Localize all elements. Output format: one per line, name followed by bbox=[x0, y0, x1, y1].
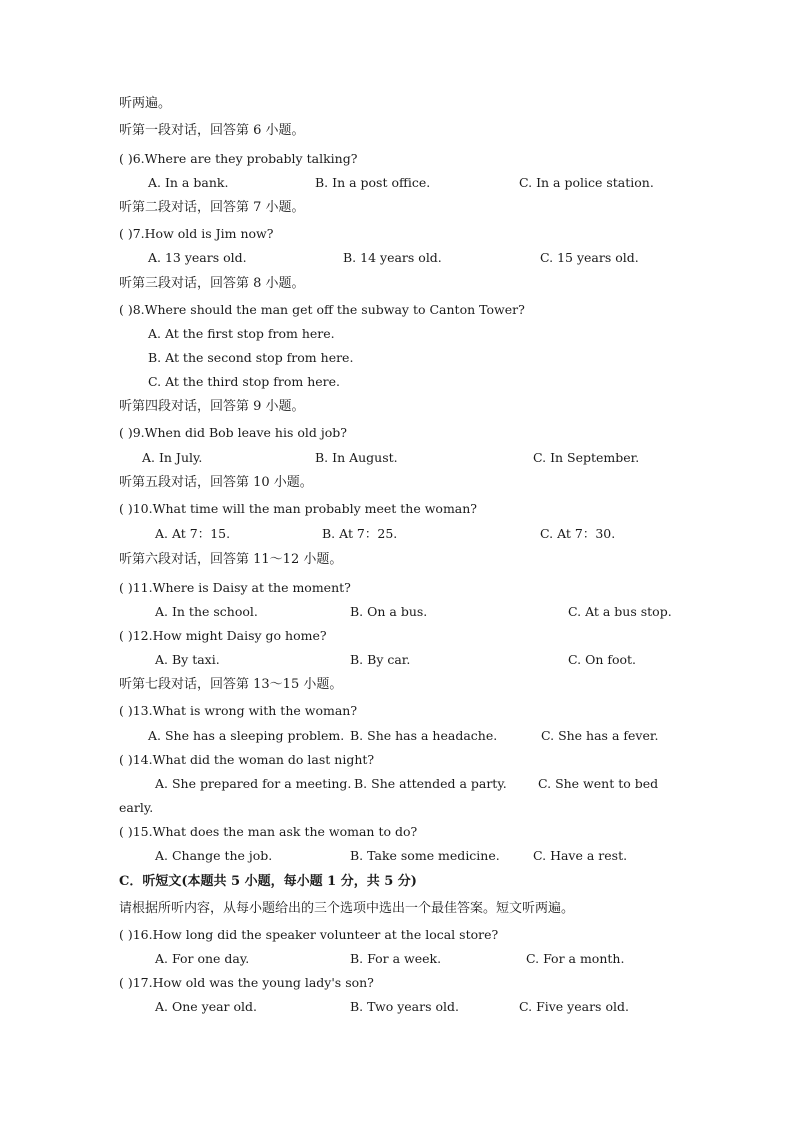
question-12-option-a[interactable]: A. By taxi. bbox=[155, 652, 220, 667]
section-3-instruction: 听第三段对话，回答第 8 小题。 bbox=[119, 276, 305, 291]
question-8-option-b[interactable]: B. At the second stop from here. bbox=[148, 350, 354, 365]
question-7-option-a[interactable]: A. 13 years old. bbox=[148, 250, 247, 265]
question-6-stem: ( )6.Where are they probably talking? bbox=[119, 151, 358, 166]
question-15-option-a[interactable]: A. Change the job. bbox=[155, 848, 273, 863]
question-15-stem: ( )15.What does the man ask the woman to do? bbox=[119, 824, 418, 839]
question-14-stem: ( )14.What did the woman do last night? bbox=[119, 752, 375, 767]
question-6-option-a[interactable]: A. In a bank. bbox=[148, 175, 229, 190]
question-6-option-b[interactable]: B. In a post office. bbox=[315, 175, 431, 190]
question-11-option-c[interactable]: C. At a bus stop. bbox=[568, 604, 672, 619]
question-15-option-b[interactable]: B. Take some medicine. bbox=[350, 848, 500, 863]
question-8-stem: ( )8.Where should the man get off the subway to Canton Tower? bbox=[119, 302, 525, 317]
section-c-title: C．听短文(本题共 5 小题，每小题 1 分，共 5 分) bbox=[119, 874, 417, 889]
question-10-option-b[interactable]: B. At 7：25. bbox=[322, 526, 398, 541]
question-9-stem: ( )9.When did Bob leave his old job? bbox=[119, 425, 347, 440]
question-16-option-a[interactable]: A. For one day. bbox=[155, 951, 250, 966]
question-9-option-a[interactable]: A. In July. bbox=[142, 450, 203, 465]
question-9-option-c[interactable]: C. In September. bbox=[533, 450, 640, 465]
question-13-option-c[interactable]: C. She has a fever. bbox=[541, 728, 659, 743]
question-15-option-c[interactable]: C. Have a rest. bbox=[533, 848, 628, 863]
section-4-instruction: 听第四段对话，回答第 9 小题。 bbox=[119, 399, 305, 414]
question-7-option-c[interactable]: C. 15 years old. bbox=[540, 250, 639, 265]
section-2-instruction: 听第二段对话，回答第 7 小题。 bbox=[119, 200, 305, 215]
question-17-option-a[interactable]: A. One year old. bbox=[155, 999, 258, 1014]
question-12-option-b[interactable]: B. By car. bbox=[350, 652, 411, 667]
question-14-option-c[interactable]: C. She went to bed bbox=[538, 776, 659, 791]
question-10-option-a[interactable]: A. At 7：15. bbox=[155, 526, 231, 541]
question-11-option-a[interactable]: A. In the school. bbox=[155, 604, 258, 619]
question-9-option-b[interactable]: B. In August. bbox=[315, 450, 398, 465]
question-17-option-c[interactable]: C. Five years old. bbox=[519, 999, 629, 1014]
question-16-option-c[interactable]: C. For a month. bbox=[526, 951, 625, 966]
section-7-instruction: 听第七段对话，回答第 13～15 小题。 bbox=[119, 677, 343, 692]
question-12-option-c[interactable]: C. On foot. bbox=[568, 652, 637, 667]
question-14-option-b[interactable]: B. She attended a party. bbox=[354, 776, 507, 791]
question-17-option-b[interactable]: B. Two years old. bbox=[350, 999, 459, 1014]
question-13-option-a[interactable]: A. She has a sleeping problem. bbox=[148, 728, 345, 743]
question-17-stem: ( )17.How old was the young lady's son? bbox=[119, 975, 374, 990]
question-8-option-a[interactable]: A. At the first stop from here. bbox=[148, 326, 335, 341]
intro-line: 听两遍。 bbox=[119, 96, 172, 111]
question-11-stem: ( )11.Where is Daisy at the moment? bbox=[119, 580, 351, 595]
section-5-instruction: 听第五段对话，回答第 10 小题。 bbox=[119, 475, 313, 490]
question-14-option-c-continued: early. bbox=[119, 800, 154, 815]
question-14-option-a[interactable]: A. She prepared for a meeting. bbox=[155, 776, 352, 791]
question-13-stem: ( )13.What is wrong with the woman? bbox=[119, 703, 358, 718]
section-6-instruction: 听第六段对话，回答第 11～12 小题。 bbox=[119, 552, 343, 567]
question-6-option-c[interactable]: C. In a police station. bbox=[519, 175, 654, 190]
question-7-option-b[interactable]: B. 14 years old. bbox=[343, 250, 442, 265]
question-16-option-b[interactable]: B. For a week. bbox=[350, 951, 442, 966]
question-11-option-b[interactable]: B. On a bus. bbox=[350, 604, 428, 619]
section-1-instruction: 听第一段对话，回答第 6 小题。 bbox=[119, 123, 305, 138]
question-7-stem: ( )7.How old is Jim now? bbox=[119, 226, 274, 241]
question-16-stem: ( )16.How long did the speaker volunteer at the local store? bbox=[119, 927, 499, 942]
section-c-instruction: 请根据所听内容，从每小题给出的三个选项中选出一个最佳答案。短文听两遍。 bbox=[119, 901, 575, 916]
question-8-option-c[interactable]: C. At the third stop from here. bbox=[148, 374, 341, 389]
question-12-stem: ( )12.How might Daisy go home? bbox=[119, 628, 327, 643]
question-13-option-b[interactable]: B. She has a headache. bbox=[350, 728, 498, 743]
question-10-option-c[interactable]: C. At 7：30. bbox=[540, 526, 616, 541]
question-10-stem: ( )10.What time will the man probably meet the woman? bbox=[119, 501, 478, 516]
